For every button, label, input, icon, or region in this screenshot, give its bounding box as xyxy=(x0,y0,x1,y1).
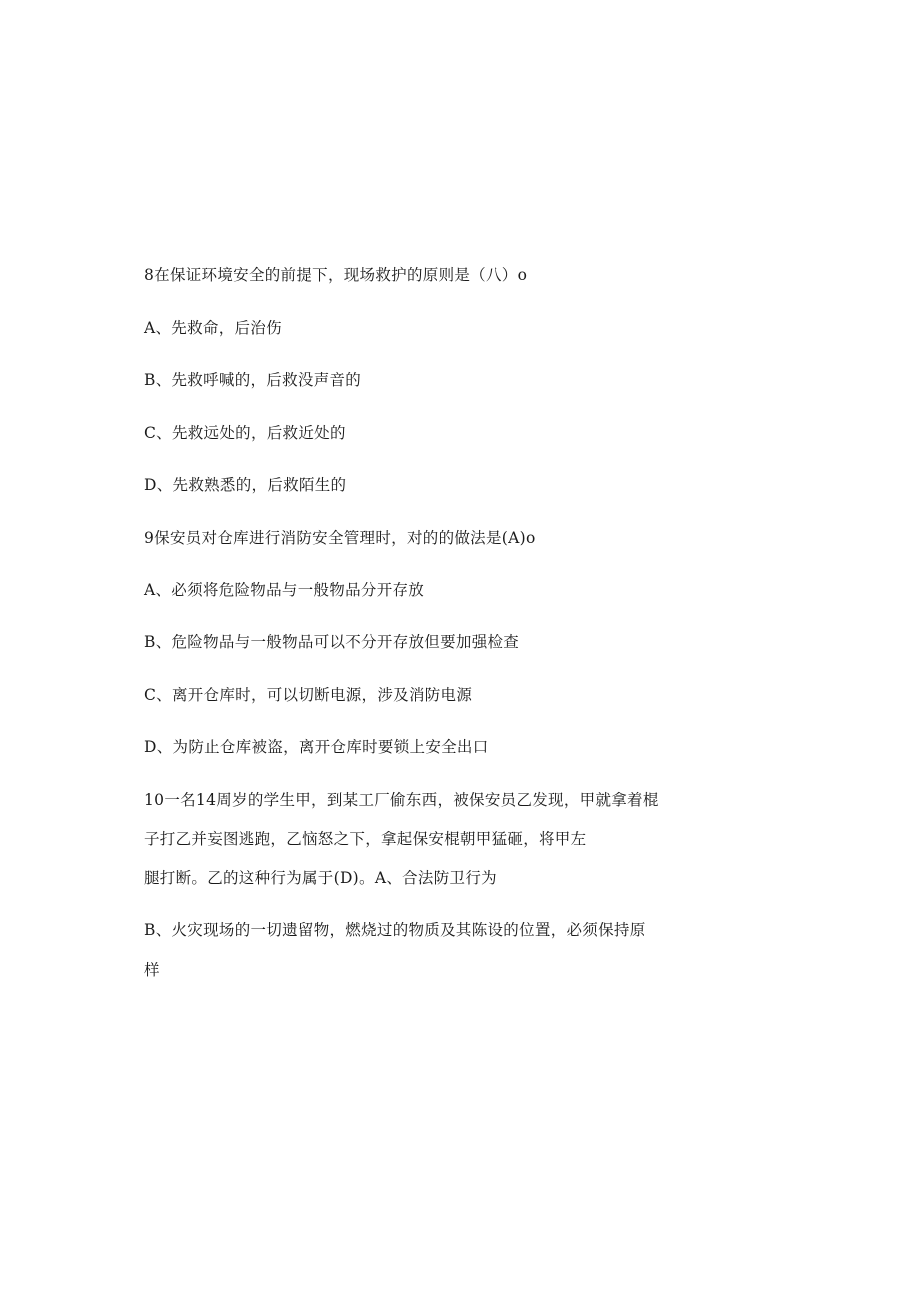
question-9-option-d: D、为防止仓库被盗，离开仓库时要锁上安全出口 xyxy=(144,738,489,756)
question-9-option-b: B、危险物品与一般物品可以不分开存放但要加强检查 xyxy=(144,633,520,651)
question-10-option-b-line-1: B、火灾现场的一切遗留物，燃烧过的物质及其陈设的位置，必须保持原 xyxy=(144,921,646,939)
question-8-option-c: C、先救远处的，后救近处的 xyxy=(144,424,346,442)
question-9-option-a: A、必须将危险物品与一般物品分开存放 xyxy=(144,581,425,599)
question-8-option-d: D、先救熟悉的，后救陌生的 xyxy=(144,476,347,494)
question-10-stem-line-2: 子打乙并妄图逃跑，乙恼怒之下，拿起保安棍朝甲猛砸，将甲左 xyxy=(144,830,587,848)
question-9-stem: 9保安员对仓库进行消防安全管理时，对的的做法是(A)o xyxy=(144,529,536,547)
question-10-stem-line-3: 腿打断。乙的这种行为属于(D)。A、合法防卫行为 xyxy=(144,869,497,887)
question-8-option-a: A、先救命，后治伤 xyxy=(144,319,282,337)
question-8-option-b: B、先救呼喊的，后救没声音的 xyxy=(144,371,362,389)
question-10-stem-line-1: 10一名14周岁的学生甲，到某工厂偷东西，被保安员乙发现，甲就拿着棍 xyxy=(144,791,659,809)
question-10-option-b-line-2: 样 xyxy=(144,961,160,979)
question-8-stem: 8在保证环境安全的前提下，现场救护的原则是（八）o xyxy=(144,266,528,284)
question-9-option-c: C、离开仓库时，可以切断电源，涉及消防电源 xyxy=(144,686,473,704)
